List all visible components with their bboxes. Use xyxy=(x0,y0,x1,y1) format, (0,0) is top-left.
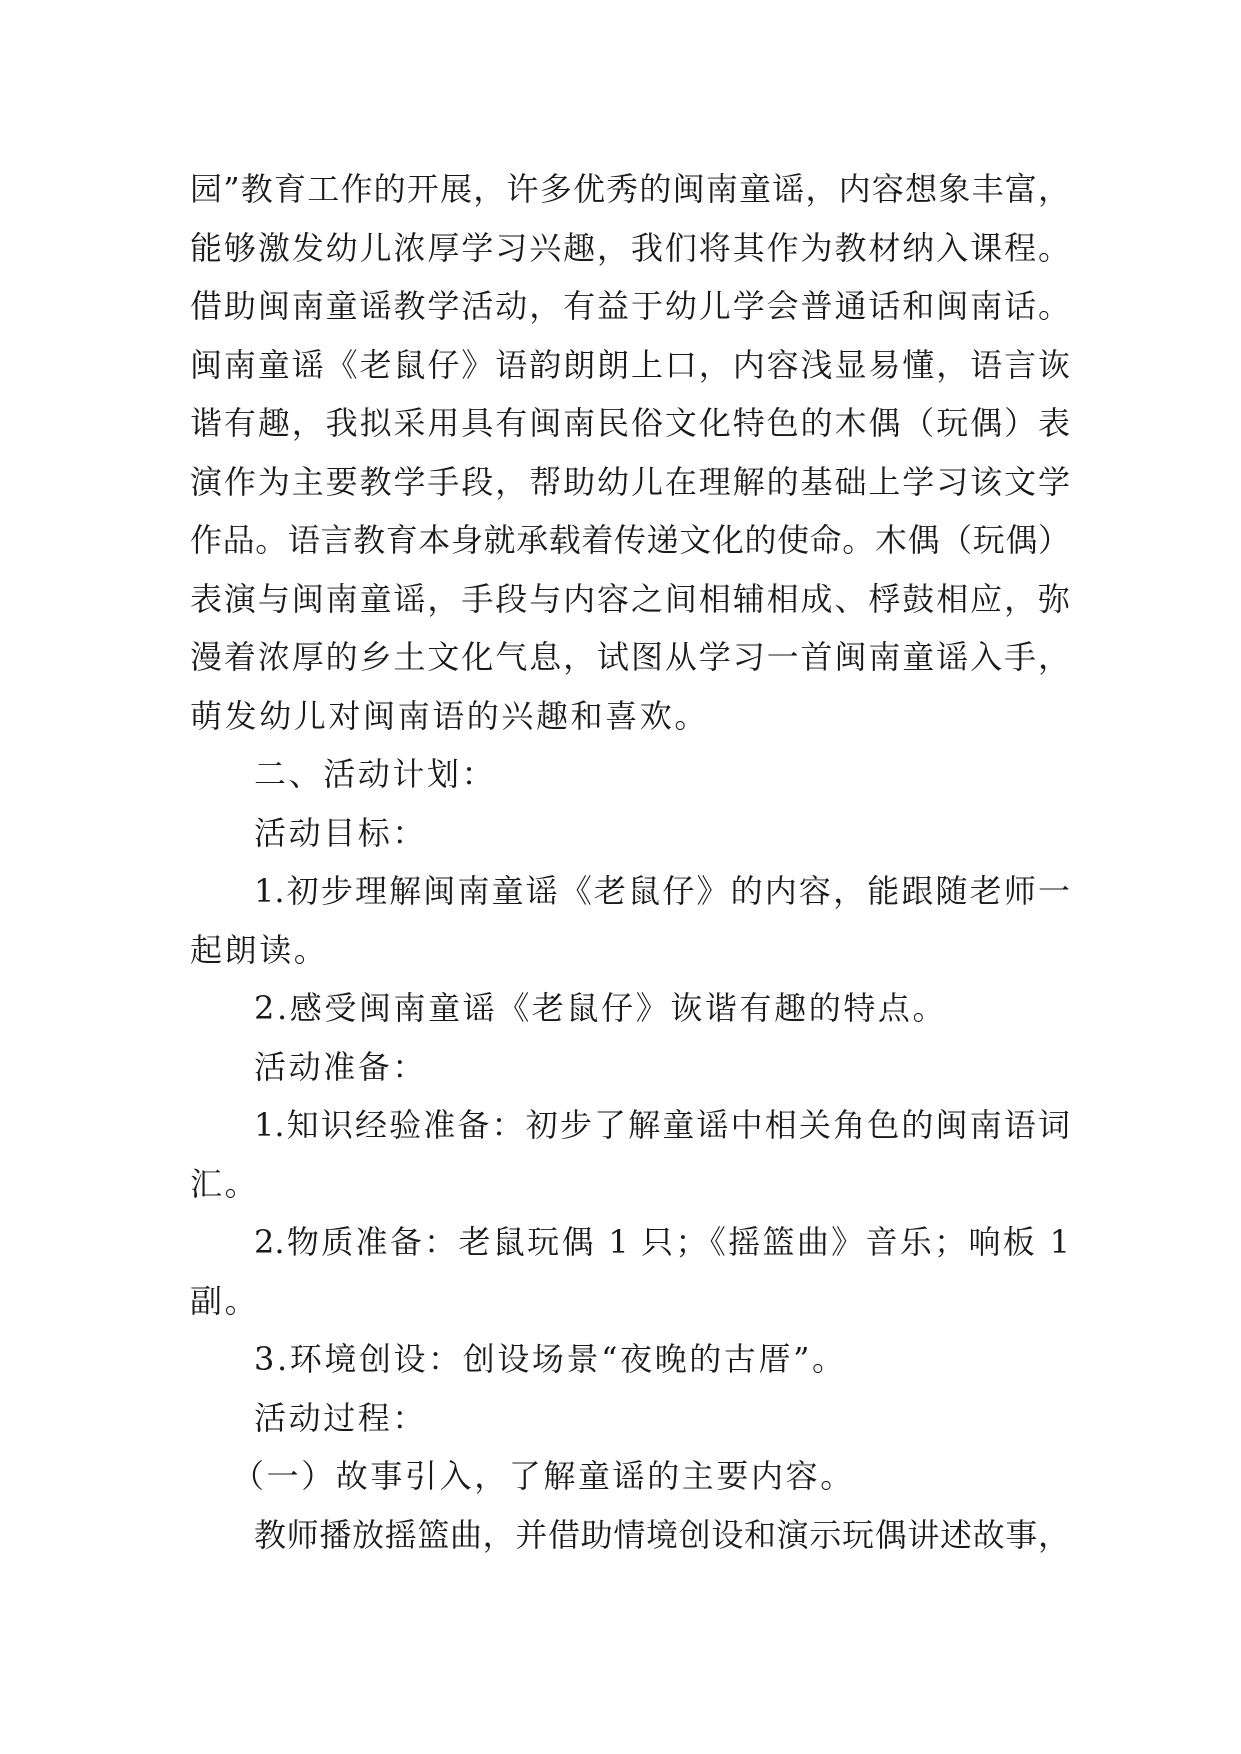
list-item-continuation: 起朗读。 xyxy=(190,930,329,969)
list-item: 3.环境创设：创设场景“夜晚的古厝”。 xyxy=(254,1340,847,1378)
document-body xyxy=(190,160,1070,1564)
list-item-continuation: 副。 xyxy=(190,1281,260,1320)
section-heading: 二、活动计划： xyxy=(254,755,497,793)
list-item: 1.初步理解闽南童谣《老鼠仔》的内容，能跟随老师一 xyxy=(254,872,1070,910)
step-heading: （一）故事引入，了解童谣的主要内容。 xyxy=(232,1457,855,1495)
paragraph-line: 演作为主要教学手段，帮助幼儿在理解的基础上学习该文学 xyxy=(190,462,1070,501)
paragraph-line: 教师播放摇篮曲，并借助情境创设和演示玩偶讲述故事， xyxy=(254,1515,1070,1554)
list-item: 1.知识经验准备：初步了解童谣中相关角色的闽南语词 xyxy=(254,1106,1070,1144)
subsection-heading: 活动目标： xyxy=(254,813,428,852)
list-item: 2.感受闽南童谣《老鼠仔》诙谐有趣的特点。 xyxy=(254,989,948,1027)
paragraph-line: 谐有趣，我拟采用具有闽南民俗文化特色的木偶（玩偶）表 xyxy=(190,404,1070,442)
paragraph-line: 作品。语言教育本身就承载着传递文化的使命。木偶（玩偶） xyxy=(190,521,1070,559)
paragraph-line: 表演与闽南童谣，手段与内容之间相辅相成、桴鼓相应，弥 xyxy=(190,579,1070,618)
paragraph-line: 萌发幼儿对闽南语的兴趣和喜欢。 xyxy=(190,696,710,735)
list-item-continuation: 汇。 xyxy=(190,1164,260,1203)
paragraph-line: 园”教育工作的开展，许多优秀的闽南童谣，内容想象丰富， xyxy=(190,170,1070,208)
paragraph-line: 借助闽南童谣教学活动，有益于幼儿学会普通话和闽南话。 xyxy=(190,287,1070,325)
paragraph-line: 漫着浓厚的乡土文化气息，试图从学习一首闽南童谣入手， xyxy=(190,638,1070,676)
paragraph-line: 闽南童谣《老鼠仔》语韵朗朗上口，内容浅显易懂，语言诙 xyxy=(190,345,1070,384)
subsection-heading: 活动过程： xyxy=(254,1398,428,1437)
paragraph-line: 能够激发幼儿浓厚学习兴趣，我们将其作为教材纳入课程。 xyxy=(190,228,1070,267)
list-item: 2.物质准备：老鼠玩偶 1 只；《摇篮曲》音乐；响板 1 xyxy=(254,1223,1070,1261)
subsection-heading: 活动准备： xyxy=(254,1047,428,1086)
